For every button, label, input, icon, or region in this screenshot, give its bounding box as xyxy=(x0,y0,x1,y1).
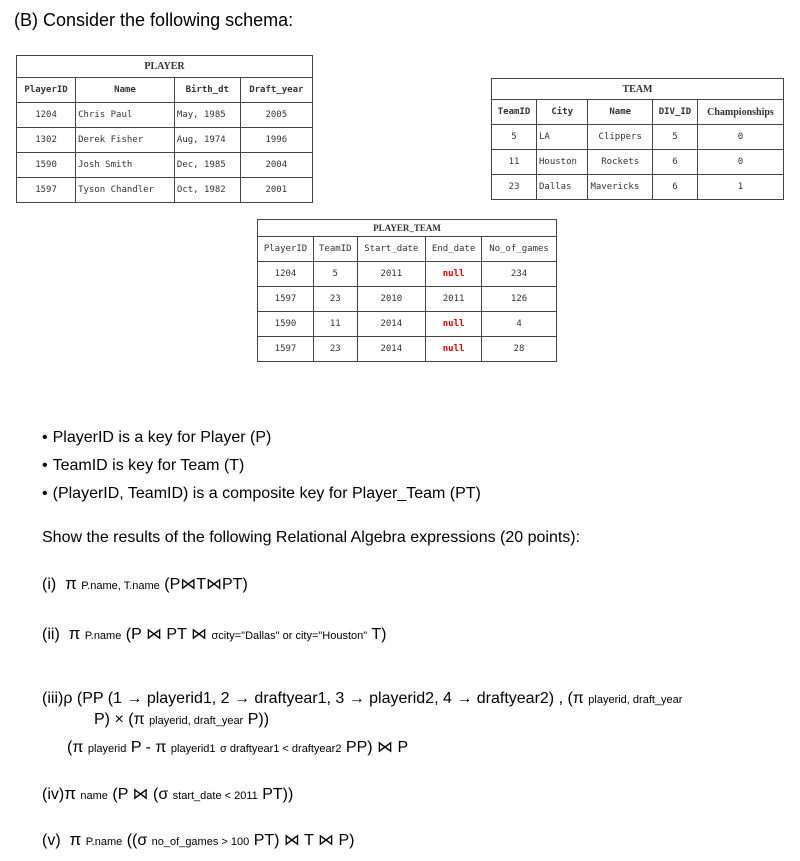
table-cell: 1 xyxy=(697,175,783,200)
table-cell: 1597 xyxy=(258,287,314,312)
expression-body: T) xyxy=(371,626,387,643)
column-header: TeamID xyxy=(492,100,537,125)
table-cell: 0 xyxy=(697,150,783,175)
table-cell: Dec, 1985 xyxy=(174,153,240,178)
table-row xyxy=(17,178,313,203)
key-constraints-list xyxy=(42,424,481,508)
table-row xyxy=(258,262,557,287)
expression-i xyxy=(42,574,248,594)
table-cell: 234 xyxy=(482,262,557,287)
expression-body: P) × (π xyxy=(94,711,145,728)
table-cell: 1590 xyxy=(17,153,76,178)
column-header: PlayerID xyxy=(258,237,314,262)
table-cell: 23 xyxy=(314,287,357,312)
expression-body: (P ⋈ (σ xyxy=(112,786,169,803)
table-cell: 1204 xyxy=(17,103,76,128)
player-team-table-title: PLAYER_TEAM xyxy=(258,220,557,237)
column-header: TeamID xyxy=(314,237,357,262)
table-cell: 1597 xyxy=(17,178,76,203)
table-row xyxy=(492,125,784,150)
projection-attributes: name xyxy=(80,790,108,802)
projection-attributes: playerid1 xyxy=(170,743,216,755)
table-cell: Josh Smith xyxy=(76,153,175,178)
projection-symbol: π xyxy=(64,784,76,803)
column-header: DIV_ID xyxy=(652,100,697,125)
table-row xyxy=(258,337,557,362)
expression-body: PT) ⋈ T ⋈ P) xyxy=(253,832,355,849)
table-cell: 1590 xyxy=(258,312,314,337)
list-item: • PlayerID is a key for Player (P) xyxy=(42,424,481,452)
table-cell: 1996 xyxy=(240,128,312,153)
column-header: City xyxy=(536,100,587,125)
projection-symbol: π xyxy=(68,624,81,643)
table-cell: 2005 xyxy=(240,103,312,128)
table-cell: null xyxy=(426,262,482,287)
table-cell: Tyson Chandler xyxy=(76,178,175,203)
expression-ii xyxy=(42,624,386,644)
list-item: • TeamID is key for Team (T) xyxy=(42,452,481,480)
table-cell: Chris Paul xyxy=(76,103,175,128)
table-cell: 23 xyxy=(314,337,357,362)
expression-iii-line1 xyxy=(42,690,682,708)
column-header: Name xyxy=(588,100,653,125)
player-table-title: PLAYER xyxy=(17,56,313,78)
table-cell: 1597 xyxy=(258,337,314,362)
column-header: Name xyxy=(76,78,175,103)
table-row xyxy=(258,287,557,312)
table-row xyxy=(492,175,784,200)
table-cell: 2001 xyxy=(240,178,312,203)
table-cell: null xyxy=(426,312,482,337)
table-cell: Rockets xyxy=(588,150,653,175)
expression-body: ρ (PP (1 → playerid1, 2 → draftyear1, 3 → playerid2, 4 → draftyear2) , (π xyxy=(63,690,584,707)
table-cell: Oct, 1982 xyxy=(174,178,240,203)
expression-body: (P⋈T⋈PT) xyxy=(164,576,248,593)
table-row xyxy=(17,128,313,153)
table-row xyxy=(258,312,557,337)
table-cell: 1302 xyxy=(17,128,76,153)
projection-attributes: playerid, draft_year xyxy=(149,715,244,727)
table-cell: Aug, 1974 xyxy=(174,128,240,153)
selection-condition: σ draftyear1 < draftyear2 xyxy=(220,743,342,755)
table-cell: May, 1985 xyxy=(174,103,240,128)
team-table xyxy=(491,78,784,200)
selection-symbol: σ xyxy=(211,630,219,642)
expression-body: P)) xyxy=(247,711,270,728)
team-table-title: TEAM xyxy=(492,79,784,100)
projection-attributes: P.name xyxy=(84,630,122,642)
table-cell: 2014 xyxy=(357,337,426,362)
expression-v xyxy=(42,830,354,850)
table-cell: 2014 xyxy=(357,312,426,337)
expression-body: PT)) xyxy=(262,786,294,803)
table-cell: 2010 xyxy=(357,287,426,312)
expression-label: (ii) xyxy=(42,626,60,643)
table-cell: 2011 xyxy=(357,262,426,287)
expression-iii-line2 xyxy=(94,711,269,729)
expression-iv xyxy=(42,784,293,804)
column-header: Birth_dt xyxy=(174,78,240,103)
table-cell: 126 xyxy=(482,287,557,312)
table-cell: 5 xyxy=(314,262,357,287)
projection-attributes: playerid xyxy=(87,743,127,755)
table-cell: LA xyxy=(536,125,587,150)
projection-attributes: P.name xyxy=(85,836,123,848)
page-heading: (B) Consider the following schema: xyxy=(14,10,294,30)
column-header: End_date xyxy=(426,237,482,262)
projection-symbol: π xyxy=(65,574,77,593)
table-cell: 6 xyxy=(652,150,697,175)
table-row xyxy=(17,153,313,178)
table-cell: Houston xyxy=(536,150,587,175)
instruction-text: Show the results of the following Relational Algebra expressions (20 points): xyxy=(42,529,581,546)
table-cell: 1204 xyxy=(258,262,314,287)
table-cell: 5 xyxy=(492,125,537,150)
player-team-table xyxy=(257,219,557,362)
table-cell: 6 xyxy=(652,175,697,200)
projection-symbol: π xyxy=(69,830,82,849)
expression-body: (P ⋈ PT ⋈ xyxy=(125,626,207,643)
table-cell: 4 xyxy=(482,312,557,337)
projection-attributes: playerid, draft_year xyxy=(588,694,683,706)
table-cell: 0 xyxy=(697,125,783,150)
list-item: • (PlayerID, TeamID) is a composite key for Player_Team (PT) xyxy=(42,480,481,508)
expression-iii-line3 xyxy=(67,737,408,757)
table-cell: null xyxy=(426,337,482,362)
expression-label: (iv) xyxy=(42,786,65,803)
table-row xyxy=(492,150,784,175)
expression-label: (iii) xyxy=(42,690,64,707)
selection-condition: no_of_games > 100 xyxy=(151,836,250,848)
column-header: No_of_games xyxy=(482,237,557,262)
table-cell: Clippers xyxy=(588,125,653,150)
player-table xyxy=(16,55,313,203)
selection-condition: start_date < 2011 xyxy=(172,790,258,802)
selection-condition: city="Dallas" or city="Houston" xyxy=(218,630,368,642)
expression-label: (i) xyxy=(42,576,57,593)
expression-label: (v) xyxy=(42,832,61,849)
table-cell: 28 xyxy=(482,337,557,362)
table-cell: 11 xyxy=(314,312,357,337)
table-row xyxy=(17,103,313,128)
table-cell: 2004 xyxy=(240,153,312,178)
expression-body: PP) ⋈ P xyxy=(345,739,409,756)
column-header: PlayerID xyxy=(17,78,76,103)
expression-body: P - π xyxy=(130,739,167,756)
projection-attributes: P.name, T.name xyxy=(81,580,160,592)
column-header: Championships xyxy=(697,100,783,125)
table-cell: 11 xyxy=(492,150,537,175)
table-cell: 2011 xyxy=(426,287,482,312)
table-cell: Dallas xyxy=(536,175,587,200)
table-cell: Derek Fisher xyxy=(76,128,175,153)
table-cell: Mavericks xyxy=(588,175,653,200)
column-header: Start_date xyxy=(357,237,426,262)
expression-body: ((σ xyxy=(126,832,148,849)
expression-body: (π xyxy=(67,739,84,756)
table-cell: 5 xyxy=(652,125,697,150)
column-header: Draft_year xyxy=(240,78,312,103)
table-cell: 23 xyxy=(492,175,537,200)
